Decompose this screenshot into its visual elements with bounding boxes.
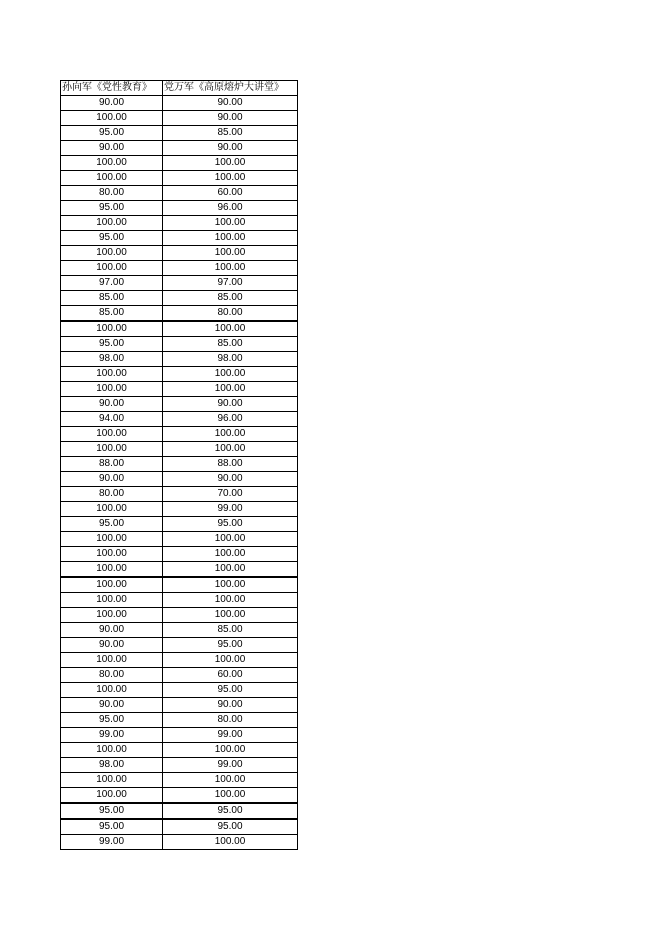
table-row <box>61 638 298 653</box>
cell-sun-xiangjun-score[interactable]: 85.00 <box>61 306 163 322</box>
table-row <box>61 156 298 171</box>
cell-dang-wanjun-score[interactable]: 85.00 <box>163 291 298 306</box>
cell-dang-wanjun-score[interactable]: 90.00 <box>163 141 298 156</box>
cell-sun-xiangjun-score[interactable]: 95.00 <box>61 803 163 819</box>
table-row <box>61 653 298 668</box>
table-row <box>61 367 298 382</box>
column-header-sun-xiangjun[interactable]: 孙向军《党性教育》 <box>61 81 163 96</box>
cell-sun-xiangjun-score[interactable]: 90.00 <box>61 623 163 638</box>
table-row <box>61 427 298 442</box>
cell-dang-wanjun-score[interactable]: 85.00 <box>163 337 298 352</box>
header-row <box>61 81 298 96</box>
column-header-dang-wanjun[interactable]: 党万军《高原熔炉大讲堂》 <box>163 81 298 96</box>
cell-sun-xiangjun-score[interactable]: 100.00 <box>61 547 163 562</box>
cell-dang-wanjun-score[interactable]: 85.00 <box>163 623 298 638</box>
cell-dang-wanjun-score[interactable]: 100.00 <box>163 835 298 850</box>
cell-sun-xiangjun-score[interactable]: 100.00 <box>61 788 163 804</box>
cell-sun-xiangjun-score[interactable]: 90.00 <box>61 472 163 487</box>
table-row <box>61 246 298 261</box>
cell-sun-xiangjun-score[interactable]: 100.00 <box>61 261 163 276</box>
table-row <box>61 472 298 487</box>
cell-sun-xiangjun-score[interactable]: 100.00 <box>61 321 163 337</box>
cell-dang-wanjun-score[interactable]: 85.00 <box>163 126 298 141</box>
table-row <box>61 201 298 216</box>
cell-sun-xiangjun-score[interactable]: 95.00 <box>61 201 163 216</box>
cell-sun-xiangjun-score[interactable]: 80.00 <box>61 186 163 201</box>
cell-dang-wanjun-score[interactable]: 60.00 <box>163 668 298 683</box>
cell-dang-wanjun-score[interactable]: 100.00 <box>163 367 298 382</box>
cell-dang-wanjun-score[interactable]: 100.00 <box>163 653 298 668</box>
table-row <box>61 835 298 850</box>
cell-dang-wanjun-score[interactable]: 100.00 <box>163 261 298 276</box>
table-row <box>61 577 298 593</box>
cell-dang-wanjun-score[interactable]: 99.00 <box>163 728 298 743</box>
cell-sun-xiangjun-score[interactable]: 100.00 <box>61 171 163 186</box>
cell-dang-wanjun-score[interactable]: 100.00 <box>163 773 298 788</box>
cell-sun-xiangjun-score[interactable]: 80.00 <box>61 668 163 683</box>
table-row <box>61 502 298 517</box>
table-row <box>61 487 298 502</box>
cell-sun-xiangjun-score[interactable]: 99.00 <box>61 835 163 850</box>
cell-dang-wanjun-score[interactable]: 90.00 <box>163 96 298 111</box>
table-row <box>61 216 298 231</box>
cell-sun-xiangjun-score[interactable]: 98.00 <box>61 758 163 773</box>
cell-dang-wanjun-score[interactable]: 90.00 <box>163 472 298 487</box>
cell-sun-xiangjun-score[interactable]: 100.00 <box>61 743 163 758</box>
cell-dang-wanjun-score[interactable]: 90.00 <box>163 397 298 412</box>
cell-dang-wanjun-score[interactable]: 100.00 <box>163 216 298 231</box>
table-row <box>61 321 298 337</box>
cell-dang-wanjun-score[interactable]: 100.00 <box>163 532 298 547</box>
table-row <box>61 698 298 713</box>
cell-sun-xiangjun-score[interactable]: 100.00 <box>61 577 163 593</box>
cell-dang-wanjun-score[interactable]: 80.00 <box>163 306 298 322</box>
cell-dang-wanjun-score[interactable]: 100.00 <box>163 743 298 758</box>
cell-dang-wanjun-score[interactable]: 99.00 <box>163 502 298 517</box>
cell-dang-wanjun-score[interactable]: 95.00 <box>163 638 298 653</box>
table-row <box>61 96 298 111</box>
cell-sun-xiangjun-score[interactable]: 100.00 <box>61 246 163 261</box>
cell-sun-xiangjun-score[interactable]: 88.00 <box>61 457 163 472</box>
cell-sun-xiangjun-score[interactable]: 80.00 <box>61 487 163 502</box>
cell-sun-xiangjun-score[interactable]: 100.00 <box>61 382 163 397</box>
cell-sun-xiangjun-score[interactable]: 100.00 <box>61 216 163 231</box>
cell-dang-wanjun-score[interactable]: 100.00 <box>163 171 298 186</box>
cell-dang-wanjun-score[interactable]: 70.00 <box>163 487 298 502</box>
table-row <box>61 758 298 773</box>
table-row <box>61 337 298 352</box>
table-row <box>61 593 298 608</box>
table-row <box>61 517 298 532</box>
cell-sun-xiangjun-score[interactable]: 95.00 <box>61 337 163 352</box>
table-row <box>61 773 298 788</box>
cell-sun-xiangjun-score[interactable]: 90.00 <box>61 141 163 156</box>
cell-dang-wanjun-score[interactable]: 60.00 <box>163 186 298 201</box>
cell-sun-xiangjun-score[interactable]: 90.00 <box>61 397 163 412</box>
cell-sun-xiangjun-score[interactable]: 90.00 <box>61 698 163 713</box>
cell-dang-wanjun-score[interactable]: 95.00 <box>163 803 298 819</box>
cell-sun-xiangjun-score[interactable]: 95.00 <box>61 713 163 728</box>
score-table <box>60 80 298 850</box>
table-row <box>61 111 298 126</box>
cell-sun-xiangjun-score[interactable]: 98.00 <box>61 352 163 367</box>
cell-dang-wanjun-score[interactable]: 100.00 <box>163 427 298 442</box>
table-row <box>61 623 298 638</box>
cell-sun-xiangjun-score[interactable]: 100.00 <box>61 532 163 547</box>
cell-dang-wanjun-score[interactable]: 95.00 <box>163 819 298 835</box>
table-row <box>61 291 298 306</box>
table-row <box>61 141 298 156</box>
cell-dang-wanjun-score[interactable]: 100.00 <box>163 382 298 397</box>
table-body <box>61 96 298 850</box>
cell-sun-xiangjun-score[interactable]: 100.00 <box>61 593 163 608</box>
table-row <box>61 788 298 804</box>
cell-sun-xiangjun-score[interactable]: 100.00 <box>61 562 163 578</box>
cell-sun-xiangjun-score[interactable]: 94.00 <box>61 412 163 427</box>
cell-dang-wanjun-score[interactable]: 100.00 <box>163 231 298 246</box>
cell-sun-xiangjun-score[interactable]: 90.00 <box>61 96 163 111</box>
table-row <box>61 457 298 472</box>
cell-sun-xiangjun-score[interactable]: 100.00 <box>61 111 163 126</box>
cell-sun-xiangjun-score[interactable]: 100.00 <box>61 653 163 668</box>
cell-dang-wanjun-score[interactable]: 100.00 <box>163 788 298 804</box>
cell-dang-wanjun-score[interactable]: 90.00 <box>163 698 298 713</box>
cell-sun-xiangjun-score[interactable]: 100.00 <box>61 683 163 698</box>
table-row <box>61 382 298 397</box>
cell-dang-wanjun-score[interactable]: 80.00 <box>163 713 298 728</box>
table-row <box>61 412 298 427</box>
cell-dang-wanjun-score[interactable]: 100.00 <box>163 442 298 457</box>
table-row <box>61 231 298 246</box>
cell-sun-xiangjun-score[interactable]: 90.00 <box>61 638 163 653</box>
cell-sun-xiangjun-score[interactable]: 100.00 <box>61 156 163 171</box>
cell-sun-xiangjun-score[interactable]: 100.00 <box>61 608 163 623</box>
table-row <box>61 713 298 728</box>
table-row <box>61 819 298 835</box>
cell-sun-xiangjun-score[interactable]: 95.00 <box>61 819 163 835</box>
table-row <box>61 803 298 819</box>
cell-dang-wanjun-score[interactable]: 100.00 <box>163 593 298 608</box>
table-row <box>61 743 298 758</box>
table-row <box>61 276 298 291</box>
cell-sun-xiangjun-score[interactable]: 95.00 <box>61 517 163 532</box>
table-row <box>61 608 298 623</box>
cell-dang-wanjun-score[interactable]: 96.00 <box>163 412 298 427</box>
cell-sun-xiangjun-score[interactable]: 100.00 <box>61 427 163 442</box>
table-row <box>61 668 298 683</box>
cell-dang-wanjun-score[interactable]: 99.00 <box>163 758 298 773</box>
cell-dang-wanjun-score[interactable]: 88.00 <box>163 457 298 472</box>
cell-dang-wanjun-score[interactable]: 96.00 <box>163 201 298 216</box>
cell-sun-xiangjun-score[interactable]: 95.00 <box>61 126 163 141</box>
table-row <box>61 397 298 412</box>
table-row <box>61 442 298 457</box>
cell-dang-wanjun-score[interactable]: 97.00 <box>163 276 298 291</box>
cell-sun-xiangjun-score[interactable]: 100.00 <box>61 502 163 517</box>
table-row <box>61 261 298 276</box>
cell-dang-wanjun-score[interactable]: 95.00 <box>163 683 298 698</box>
cell-dang-wanjun-score[interactable]: 100.00 <box>163 321 298 337</box>
table-row <box>61 186 298 201</box>
table-row <box>61 126 298 141</box>
cell-sun-xiangjun-score[interactable]: 100.00 <box>61 442 163 457</box>
cell-dang-wanjun-score[interactable]: 100.00 <box>163 562 298 578</box>
table-row <box>61 683 298 698</box>
cell-dang-wanjun-score[interactable]: 100.00 <box>163 156 298 171</box>
table-row <box>61 171 298 186</box>
cell-dang-wanjun-score[interactable]: 98.00 <box>163 352 298 367</box>
cell-sun-xiangjun-score[interactable]: 100.00 <box>61 367 163 382</box>
cell-dang-wanjun-score[interactable]: 90.00 <box>163 111 298 126</box>
cell-dang-wanjun-score[interactable]: 100.00 <box>163 577 298 593</box>
cell-dang-wanjun-score[interactable]: 100.00 <box>163 547 298 562</box>
cell-dang-wanjun-score[interactable]: 100.00 <box>163 246 298 261</box>
cell-dang-wanjun-score[interactable]: 95.00 <box>163 517 298 532</box>
cell-sun-xiangjun-score[interactable]: 97.00 <box>61 276 163 291</box>
table-row <box>61 532 298 547</box>
table-row <box>61 562 298 578</box>
cell-sun-xiangjun-score[interactable]: 85.00 <box>61 291 163 306</box>
cell-sun-xiangjun-score[interactable]: 100.00 <box>61 773 163 788</box>
table-row <box>61 306 298 322</box>
table-row <box>61 728 298 743</box>
table-row <box>61 547 298 562</box>
cell-dang-wanjun-score[interactable]: 100.00 <box>163 608 298 623</box>
cell-sun-xiangjun-score[interactable]: 95.00 <box>61 231 163 246</box>
cell-sun-xiangjun-score[interactable]: 99.00 <box>61 728 163 743</box>
table-row <box>61 352 298 367</box>
